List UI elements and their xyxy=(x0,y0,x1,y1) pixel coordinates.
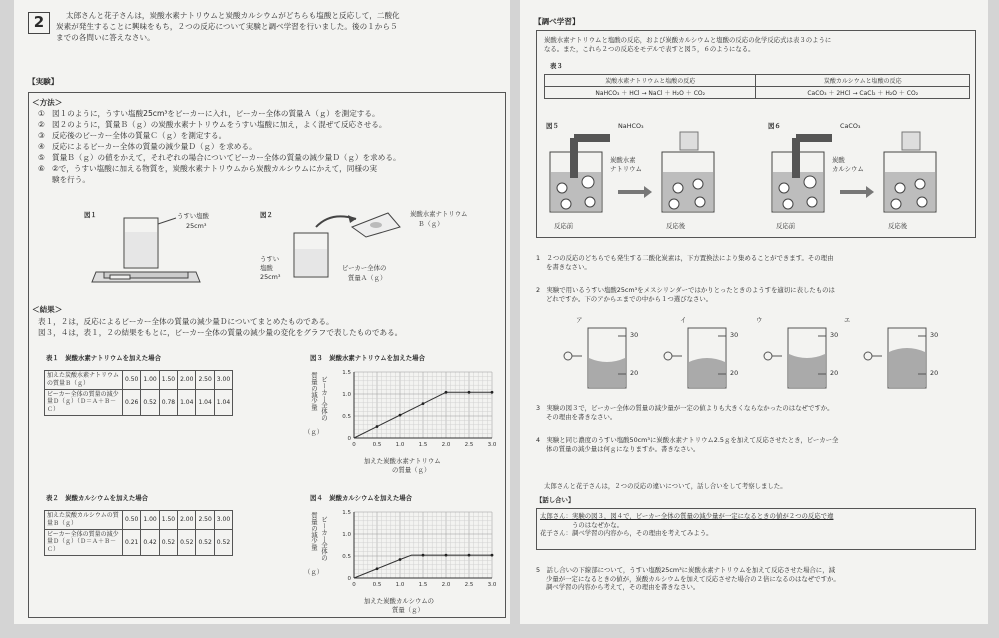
table2-row1-header: 加えた炭酸カルシウムの質量Ｂ（ｇ） xyxy=(45,511,123,530)
table-cell: 0.21 xyxy=(123,529,141,555)
table-cell: 0.52 xyxy=(196,529,214,555)
fig6-reagent: CaCO₃ xyxy=(840,122,861,130)
table-row xyxy=(45,529,233,555)
table-cell: 1.00 xyxy=(141,371,159,390)
talk-title: 【話し合い】 xyxy=(536,496,575,504)
fig3-ylabel2: ビーカー全体の xyxy=(320,376,328,421)
method-item: ④ 反応によるビーカー全体の質量の減少量Ｄ（ｇ）を求める。 xyxy=(38,142,257,151)
method-item: ⑥ ②で，うすい塩酸に加える物質を，炭酸水素ナトリウムから炭酸カルシウムにかえて，同様の実 xyxy=(38,164,378,173)
method-item: ① 図１のように，うすい塩酸25cm³をビーカーに入れ，ビーカー全体の質量Ａ（ｇ）を測定する。 xyxy=(38,109,380,118)
fig5-after: 反応後 xyxy=(666,222,686,230)
cyl-i-20: 20 xyxy=(730,369,739,377)
method-item: ⑤ 質量Ｂ（ｇ）の値をかえて，それぞれの場合についてビーカー全体の質量の減少量Ｄ（ｇ）を求める。 xyxy=(38,153,401,162)
study-text xyxy=(544,36,972,53)
fig3-ylabel: 質量の減少量 xyxy=(310,372,318,411)
x-tick-label: 2.0 xyxy=(441,442,451,448)
data-point xyxy=(422,554,425,557)
fig5-side-2: ナトリウム xyxy=(610,165,642,173)
fig2-left-2: 塩酸 xyxy=(260,264,273,272)
fig4-yunit: （ｇ） xyxy=(304,568,324,576)
x-tick-label: 1.0 xyxy=(395,442,405,448)
x-tick-label: 3.0 xyxy=(487,582,497,588)
result-line: 図３，４は，表１，２の結果をもとに，ビーカー全体の質量の減少量の変化をグラフで表したものである。 xyxy=(38,328,403,337)
left-page xyxy=(14,0,510,624)
question-5 xyxy=(536,566,982,592)
table-cell: 0.42 xyxy=(141,529,159,555)
x-tick-label: 1.0 xyxy=(395,582,405,588)
table1-title: 表１ 炭酸水素ナトリウムを加えた場合 xyxy=(46,354,161,362)
fig4-xlabel-2: 質量（ｇ） xyxy=(392,606,424,614)
data-point xyxy=(491,554,494,557)
table1 xyxy=(44,370,233,416)
data-point xyxy=(491,391,494,394)
q1-line: 1 ２つの反応のどちらでも発生する二酸化炭素は，下方置換法により集めることができます。その理由 xyxy=(536,254,834,262)
table-cell: 1.04 xyxy=(214,389,232,415)
cyl-e-30: 30 xyxy=(930,331,939,339)
q5-line: 少量が一定になるときの値が，炭酸カルシウムを加えて反応させた場合の２倍になるのはなぜですか。 xyxy=(546,574,840,583)
q2-line: 2 実験で用いるうすい塩酸25cm³をメスシリンダーではかりとったときのようすを適切に表したものは xyxy=(536,286,835,294)
method-item: ③ 反応後のビーカー全体の質量Ｃ（ｇ）を測定する。 xyxy=(38,131,227,140)
talk-intro: 太郎さんと花子さんは，２つの反応の違いについて，話し合いをして考察しました。 xyxy=(544,482,787,490)
fig2-left-1: うすい xyxy=(260,255,280,263)
table3 xyxy=(544,74,970,99)
cyl-a-20: 20 xyxy=(630,369,639,377)
result-line: 表１，２は，反応によるビーカー全体の質量の減少量Ｄについてまとめたものである。 xyxy=(38,317,334,326)
table-cell: 1.50 xyxy=(159,511,177,530)
fig6-label: 図６ xyxy=(768,122,781,130)
fig2-reagent-1: 炭酸水素ナトリウム xyxy=(410,210,468,218)
fig5-side-1: 炭酸水素 xyxy=(610,156,636,164)
result-text xyxy=(38,316,504,338)
table1-row2-header: ビーカー全体の質量の減少量Ｄ（ｇ）（Ｄ＝Ａ＋Ｂ－Ｃ） xyxy=(45,389,123,415)
fig6-side-1: 炭酸 xyxy=(832,156,845,164)
data-point xyxy=(399,414,402,417)
study-title: 【調べ学習】 xyxy=(534,17,580,26)
talk-line: 太郎さん：実験の図３，図４で，ビーカー全体の質量の減少量が一定になるときの値が２つの反応で違 xyxy=(540,512,834,520)
table1-row1-header: 加えた炭酸水素ナトリウムの質量Ｂ（ｇ） xyxy=(45,371,123,390)
method-item: ② 図２のように，質量Ｂ（ｇ）の炭酸水素ナトリウムをうすい塩酸に加え，よく混ぜて反応させる。 xyxy=(38,120,387,129)
table-cell: 2.50 xyxy=(196,511,214,530)
x-tick-label: 2.5 xyxy=(464,582,474,588)
data-point xyxy=(468,554,471,557)
q1-line: を書きなさい。 xyxy=(546,262,591,271)
fig5-label: 図５ xyxy=(546,122,559,130)
fig4-ylabel2: ビーカー全体の xyxy=(320,516,328,561)
fig3-yunit: （ｇ） xyxy=(304,428,324,436)
talk-line: うのはなぜかな。 xyxy=(540,520,624,529)
y-tick-label: 0 xyxy=(347,576,351,582)
table-cell: 0.78 xyxy=(159,389,177,415)
x-tick-label: 0 xyxy=(352,442,356,448)
fig6-side-2: カルシウム xyxy=(832,165,864,173)
table-cell: 3.00 xyxy=(214,511,232,530)
question-2 xyxy=(536,286,982,303)
y-tick-label: 1.5 xyxy=(342,510,351,516)
cyl-a-30: 30 xyxy=(630,331,639,339)
choice-a-label[interactable]: ア xyxy=(576,316,583,324)
y-tick-label: 0.5 xyxy=(342,414,351,420)
data-point xyxy=(399,558,402,561)
fig1-label: 図１ xyxy=(84,211,97,219)
data-point xyxy=(422,402,425,405)
fig2-left-3: 25cm³ xyxy=(260,273,281,281)
fig1-caption-1: うすい塩酸 xyxy=(177,212,209,220)
table-cell: 0.50 xyxy=(123,511,141,530)
x-tick-label: 0 xyxy=(352,582,356,588)
fig3-title: 図３ 炭酸水素ナトリウムを加えた場合 xyxy=(310,354,425,362)
fig1-caption-2: 25cm³ xyxy=(186,222,207,230)
data-point xyxy=(445,554,448,557)
choice-i-label[interactable]: イ xyxy=(680,316,687,324)
table-row xyxy=(45,371,233,390)
table-cell: 1.04 xyxy=(178,389,196,415)
fig6-before: 反応前 xyxy=(776,222,796,230)
cyl-i-30: 30 xyxy=(730,331,739,339)
experiment-title: 【実験】 xyxy=(28,77,59,86)
q5-line: 調べ学習の内容から考えて，その理由を書きなさい。 xyxy=(546,583,700,592)
q3-line: 3 実験の図３で，ビーカー全体の質量の減少量が一定の値よりも大きくならなかったのはなぜですか。 xyxy=(536,404,834,412)
choice-u-label[interactable]: ウ xyxy=(756,316,763,324)
table2 xyxy=(44,510,233,556)
table-row xyxy=(45,511,233,530)
question-1 xyxy=(536,254,982,271)
q3-line: その理由を書きなさい。 xyxy=(546,412,617,421)
x-tick-label: 3.0 xyxy=(487,442,497,448)
fig5-model-illustration xyxy=(544,130,754,220)
q5-line: 5 話し合いの下線部について，うすい塩酸25cm³に炭酸水素ナトリウムを加えて反応させた場合に，減 xyxy=(536,566,835,574)
table-cell: 0.50 xyxy=(123,371,141,390)
study-line: 炭酸水素ナトリウムと塩酸の反応，および炭酸カルシウムと塩酸の反応の化学反応式は表３のように xyxy=(544,36,832,44)
question-4 xyxy=(536,436,982,453)
x-tick-label: 0.5 xyxy=(372,442,382,448)
table-cell: 0.52 xyxy=(178,529,196,555)
intro-line: までの各問いに答えなさい。 xyxy=(56,33,155,42)
fig3-xlabel-1: 加えた炭酸水素ナトリウム xyxy=(364,457,441,465)
question-number: 2 xyxy=(28,12,50,34)
q4-line: 4 実験と同じ濃度のうすい塩酸50cm³に炭酸水素ナトリウム2.5ｇを加えて反応させたとき，ビーカー全 xyxy=(536,436,839,444)
table-row xyxy=(545,87,970,99)
q4-line: 体の質量の減少量は何ｇになりますか。書きなさい。 xyxy=(546,444,700,453)
question-3 xyxy=(536,404,982,421)
data-point xyxy=(468,391,471,394)
fig2-right-2: 質量Ａ（ｇ） xyxy=(348,274,387,282)
y-tick-label: 1.0 xyxy=(342,392,351,398)
fig3-xlabel-2: の質量（ｇ） xyxy=(392,466,431,474)
x-tick-label: 2.5 xyxy=(464,442,474,448)
method-item: 験を行う。 xyxy=(52,175,90,184)
cylinder-e xyxy=(864,328,926,388)
cyl-e-20: 20 xyxy=(930,369,939,377)
table-cell: 0.52 xyxy=(141,389,159,415)
q2-line: どれですか。下のアからエまでの中から１つ選びなさい。 xyxy=(546,294,713,303)
table3-label: 表３ xyxy=(550,62,563,70)
data-point xyxy=(445,391,448,394)
table-cell: 1.04 xyxy=(196,389,214,415)
table3-eq-2: CaCO₃ ＋ 2HCl → CaCl₂ ＋ H₂O ＋ CO₂ xyxy=(756,87,970,99)
cylinder-a xyxy=(564,328,626,388)
x-tick-label: 2.0 xyxy=(441,582,451,588)
y-tick-label: 1.5 xyxy=(342,370,351,376)
x-tick-label: 0.5 xyxy=(372,582,382,588)
table-cell: 0.26 xyxy=(123,389,141,415)
data-point xyxy=(376,425,379,428)
table-cell: 2.00 xyxy=(178,511,196,530)
fig5-before: 反応前 xyxy=(554,222,574,230)
y-tick-label: 0.5 xyxy=(342,554,351,560)
table3-eq-1: NaHCO₃ ＋ HCl → NaCl ＋ H₂O ＋ CO₂ xyxy=(545,87,756,99)
fig2-label: 図２ xyxy=(260,211,273,219)
talk-text xyxy=(540,512,972,538)
x-tick-label: 1.5 xyxy=(418,582,428,588)
intro-line: 太郎さんと花子さんは，炭酸水素ナトリウムと炭酸カルシウムがどちらも塩酸と反応して，二酸化 xyxy=(66,11,400,20)
study-line: なる。また，これら２つの反応をモデルで表すと図５，６のようになる。 xyxy=(544,44,755,53)
fig6-after: 反応後 xyxy=(888,222,908,230)
table3-header-1: 炭酸水素ナトリウムと塩酸の反応 xyxy=(545,75,756,87)
fig4-ylabel: 質量の減少量 xyxy=(310,512,318,551)
fig6-model-illustration xyxy=(766,130,976,220)
table-cell: 0.52 xyxy=(214,529,232,555)
y-tick-label: 0 xyxy=(347,436,351,442)
talk-line: 花子さん：調べ学習の内容から，その理由を考えてみよう。 xyxy=(540,529,713,538)
table-row xyxy=(45,389,233,415)
table-cell: 0.52 xyxy=(159,529,177,555)
result-title: ＜結果＞ xyxy=(32,305,63,314)
table-row xyxy=(545,75,970,87)
fig4-title: 図４ 炭酸カルシウムを加えた場合 xyxy=(310,494,413,502)
table-cell: 1.00 xyxy=(141,511,159,530)
table2-title: 表２ 炭酸カルシウムを加えた場合 xyxy=(46,494,149,502)
table-cell: 2.50 xyxy=(196,371,214,390)
table3-header-2: 炭酸カルシウムと塩酸の反応 xyxy=(756,75,970,87)
table-cell: 3.00 xyxy=(214,371,232,390)
x-tick-label: 1.5 xyxy=(418,442,428,448)
cylinder-u xyxy=(764,328,826,388)
fig3-chart xyxy=(332,366,508,458)
fig2-reagent-2: Ｂ（ｇ） xyxy=(418,220,444,228)
method-list xyxy=(38,108,500,185)
method-title: ＜方法＞ xyxy=(32,98,63,107)
table2-row2-header: ビーカー全体の質量の減少量Ｄ（ｇ）（Ｄ＝Ａ＋Ｂ－Ｃ） xyxy=(45,529,123,555)
right-page xyxy=(520,0,988,624)
intro-line: 炭素が発生することに興味をもち，２つの反応について実験と調べ学習を行いました。後の１から５ xyxy=(56,22,398,31)
data-point xyxy=(376,567,379,570)
cylinder-i xyxy=(664,328,726,388)
table-cell: 2.00 xyxy=(178,371,196,390)
fig4-chart xyxy=(332,506,508,598)
fig4-xlabel-1: 加えた炭酸カルシウムの xyxy=(364,597,435,605)
fig2-right-1: ビーカー全体の xyxy=(342,264,387,272)
intro-text xyxy=(56,10,506,43)
y-tick-label: 1.0 xyxy=(342,532,351,538)
cyl-u-30: 30 xyxy=(830,331,839,339)
fig5-reagent: NaHCO₃ xyxy=(618,122,644,130)
table-cell: 1.50 xyxy=(159,371,177,390)
choice-e-label[interactable]: エ xyxy=(844,316,851,324)
fig2-beaker-powder-illustration xyxy=(276,205,416,285)
cyl-u-20: 20 xyxy=(830,369,839,377)
measuring-cylinders-illustration xyxy=(560,326,960,390)
